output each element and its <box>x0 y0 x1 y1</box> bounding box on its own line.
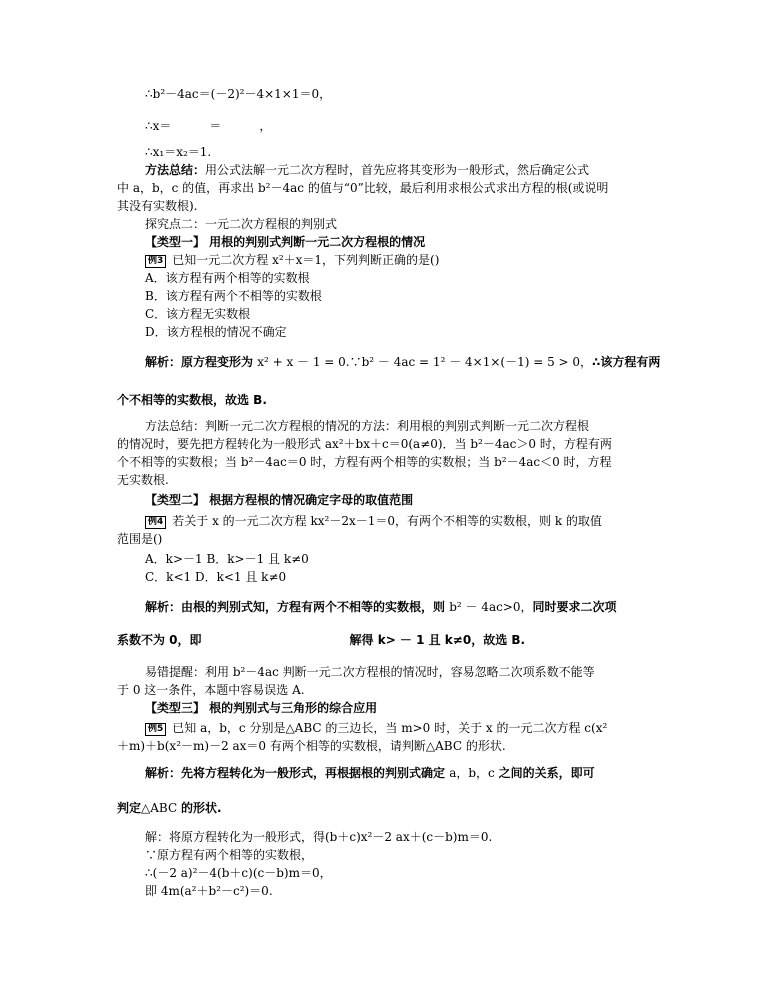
options-ab: A．k>－1 B．k>－1 且 k≠0 <box>145 552 309 566</box>
method-summary-1: 方法总结：用公式法解一元二次方程时，首先应将其变形为一般形式，然后确定公式 <box>145 163 590 177</box>
analysis-4-cont: 系数不为 0，即 解得 k> － 1 且 k≠0，故选 B. <box>117 633 526 647</box>
example-3-badge: 例3 <box>145 255 166 268</box>
example-4-question: 例4 若关于 x 的一元二次方程 kx²－2x－1＝0，有两个不相等的实数根，则 k 的取值 <box>145 513 685 529</box>
option-b: B．该方程有两个不相等的实数根 <box>145 289 322 303</box>
example-5-badge: 例5 <box>145 723 166 736</box>
line-x-formula: ∴x＝ ＝ ， <box>145 119 272 133</box>
method-summary-1-cont: 中 a，b，c 的值，再求出 b²－4ac 的值与“0”比较，最后利用求根公式求出方程的根(或说明 <box>117 181 609 195</box>
analysis-4: 解析：由根的判别式知，方程有两个不相等的实数根，则 b² － 4ac>0，同时要求二次项 <box>145 600 617 614</box>
options-cd: C．k<1 D．k<1 且 k≠0 <box>145 570 287 584</box>
example-3-question: 例3 已知一元二次方程 x²＋x＝1，下列判断正确的是() <box>145 252 685 268</box>
error-tip-cont: 于 0 这一条件，本题中容易误选 A. <box>117 683 305 697</box>
method-summary-2: 方法总结：判断一元二次方程根的情况的方法：利用根的判别式判断一元二次方程根 <box>145 419 590 433</box>
example-5-cont: ＋m)＋b(x²－m)－2 ax＝0 有两个相等的实数根，请判断△ABC 的形状. <box>117 739 506 753</box>
analysis-5-cont: 判定△ABC 的形状. <box>117 801 222 815</box>
solution-line-2: ∵原方程有两个相等的实数根， <box>145 848 314 862</box>
type-three-heading: 【类型三】 根的判别式与三角形的综合应用 <box>145 701 378 715</box>
analysis-5: 解析：先将方程转化为一般形式，再根据根的判别式确定 a，b，c 之间的关系，即可 <box>145 766 595 780</box>
example-5-question: 例5 已知 a，b，c 分别是△ABC 的三边长，当 m>0 时，关于 x 的一元二次方程 c(x² <box>145 720 685 736</box>
method-summary-2-l2: 的情况时，要先把方程转化为一般形式 ax²＋bx＋c＝0(a≠0)．当 b²－4ac＞0 时，方程有两 <box>117 437 612 451</box>
example-4-cont: 范围是() <box>117 532 163 546</box>
solution-line-3: ∴(－2 a)²－4(b＋c)(c－b)m＝0， <box>145 866 332 880</box>
line-roots: ∴x₁＝x₂＝1. <box>145 145 212 159</box>
analysis-3-cont: 个不相等的实数根，故选 B. <box>117 393 267 407</box>
example-4-badge: 例4 <box>145 516 166 529</box>
method-summary-1-end: 其没有实数根). <box>117 199 198 213</box>
section-heading-2: 探究点二：一元二次方程根的判别式 <box>145 217 338 231</box>
type-two-heading: 【类型二】 根据方程根的情况确定字母的取值范围 <box>145 493 414 507</box>
option-a: A．该方程有两个相等的实数根 <box>145 271 310 285</box>
error-tip: 易错提醒：利用 b²－4ac 判断一元二次方程根的情况时，容易忽略二次项系数不能等 <box>145 665 595 679</box>
solution-line-4: 即 4m(a²＋b²－c²)＝0. <box>145 884 273 898</box>
option-c: C．该方程无实数根 <box>145 307 251 321</box>
line-discriminant-value: ∴b²－4ac＝(－2)²－4×1×1＝0， <box>145 87 332 101</box>
method-summary-2-l3: 个不相等的实数根；当 b²－4ac＝0 时，方程有两个相等的实数根；当 b²－4ac＜0 时，方程 <box>117 455 612 469</box>
option-d: D．该方程根的情况不确定 <box>145 325 287 339</box>
type-one-heading: 【类型一】 用根的判别式判断一元二次方程根的情况 <box>145 235 426 249</box>
analysis-3: 解析：原方程变形为 x² + x － 1 = 0.∵b² － 4ac = 1² － 4×1×(－1) = 5 > 0，∴该方程有两 <box>145 355 661 369</box>
solution-line-1: 解：将原方程转化为一般形式，得(b＋c)x²－2 ax＋(c－b)m＝0. <box>145 830 493 844</box>
method-summary-2-l4: 无实数根. <box>117 473 169 487</box>
